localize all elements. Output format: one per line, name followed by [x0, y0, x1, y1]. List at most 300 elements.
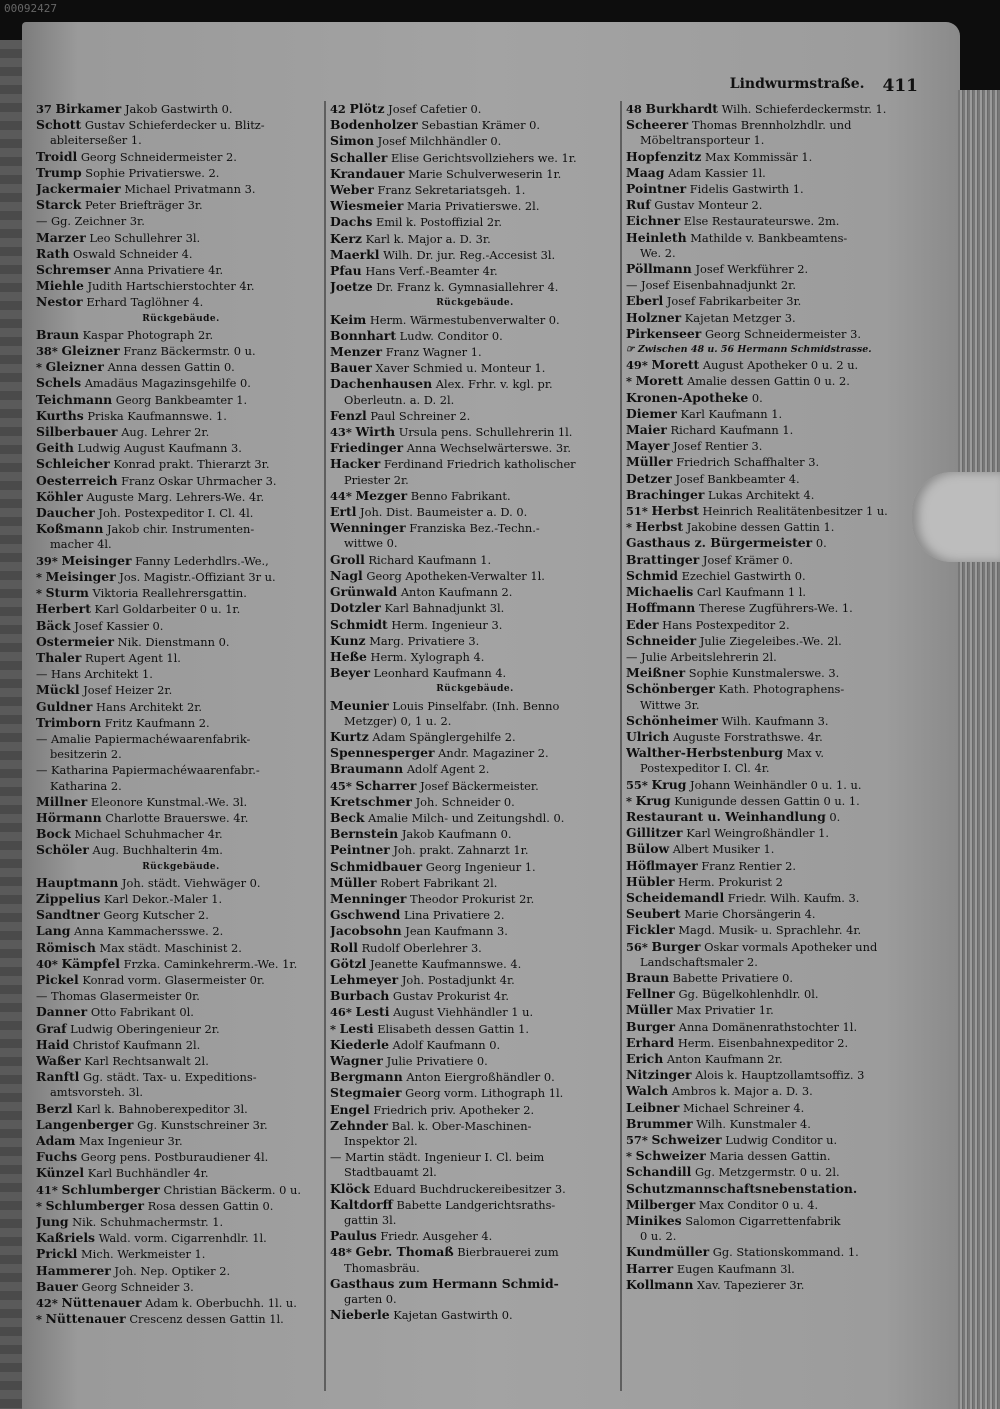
house-number: * [36, 1312, 42, 1327]
entry-continuation: Wittwe 3r. [640, 697, 700, 712]
entry-details: Frzka. Caminkehrerm.-We. 1r. [123, 956, 298, 971]
entry-details: Gustav Prokurist 4r. [392, 989, 509, 1004]
entry-details: Franz Sekretariatsgeh. 1. [377, 183, 526, 198]
entry-details: Mich. Werkmeister 1. [81, 1247, 206, 1262]
resident-name: Danner [36, 1004, 88, 1020]
house-number: 39* [36, 553, 58, 568]
directory-entry [36, 1214, 326, 1230]
resident-name: Trimborn [36, 714, 102, 730]
entry-details: Paul Schreiner 2. [370, 408, 471, 423]
entry-details: Georg Schneidermeister 2. [80, 149, 237, 164]
resident-name: Schlumberger [61, 1181, 160, 1197]
entry-details: Anna dessen Gattin 0. [107, 360, 235, 375]
directory-entry [626, 568, 920, 584]
directory-entry [36, 972, 326, 988]
entry-details: Adam k. Oberbuchh. 1l. u. [145, 1296, 297, 1311]
entry-continuation: wittwe 0. [344, 536, 398, 551]
entry-details: Georg Schneider 3. [81, 1279, 194, 1294]
entry-details: Jean Kaufmann 3. [405, 924, 508, 939]
column-rule [620, 101, 622, 1391]
entry-details: Benno Fabrikant. [410, 488, 511, 503]
entry-details: Josef Kassier 0. [74, 618, 164, 633]
entry-details: Franz Wagner 1. [385, 345, 482, 360]
directory-entry [330, 408, 620, 424]
directory-entry [330, 810, 620, 826]
resident-name: Bäck [36, 617, 71, 633]
resident-name: Sturm [45, 585, 89, 601]
directory-entry [36, 165, 326, 181]
directory-entry [330, 1181, 620, 1197]
directory-entry [626, 1181, 920, 1197]
entry-details: Adam Spänglergehilfe 2. [372, 729, 516, 744]
entry-details: Josef Werkführer 2. [695, 262, 809, 277]
resident-name: Bauer [330, 360, 372, 376]
directory-entry [36, 1198, 326, 1214]
directory-entry [330, 568, 620, 584]
house-number: 57* [626, 1133, 648, 1147]
directory-entry [330, 778, 620, 794]
directory-entry [626, 1067, 920, 1083]
entry-details: Anna Domänenrathstochter 1l. [678, 1019, 858, 1034]
entry-details: — Katharina Papiermachéwaarenfabr.- [36, 763, 260, 778]
entry-details: Georg pens. Postburaudiener 4l. [80, 1150, 269, 1165]
entry-details: Therese Zugführers-We. 1. [698, 601, 853, 616]
entry-details: Jeanette Kaufmannswe. 4. [369, 956, 522, 971]
entry-details: Konrad vorm. Glasermeister 0r. [82, 972, 265, 987]
entry-details: Nik. Schuhmachermstr. 1. [72, 1215, 224, 1230]
resident-name: Weber [330, 182, 374, 198]
entry-details: Karl Dekor.-Maler 1. [104, 891, 223, 906]
entry-continuation: gattin 3l. [344, 1213, 397, 1228]
entry-details: Christian Bäckerm. 0 u. [163, 1182, 301, 1197]
directory-entry [330, 1149, 620, 1165]
entry-details: Karl Bahnadjunkt 3l. [384, 601, 505, 616]
entry-details: — Martin städt. Ingenieur I. Cl. beim [330, 1150, 545, 1165]
directory-entry [626, 1148, 920, 1164]
house-number: * [626, 1149, 632, 1164]
entry-details: Aug. Buchhalterin 4m. [92, 843, 223, 858]
resident-name: Waßer [36, 1052, 81, 1068]
resident-name: Römisch [36, 939, 96, 955]
entry-details: Peter Briefträger 3r. [84, 198, 203, 213]
entry-details: Xav. Tapezierer 3r. [696, 1277, 805, 1292]
directory-entry [36, 327, 326, 343]
entry-details: Joh. Schneider 0. [415, 794, 515, 809]
directory-entry [626, 906, 920, 922]
resident-name: Gasthaus zum Hermann Schmid- [330, 1275, 559, 1291]
resident-name: Mezger [355, 487, 408, 503]
resident-name: Milberger [626, 1196, 696, 1212]
resident-name: Dachs [330, 214, 373, 230]
entry-details: Georg Bankbeamter 1. [115, 392, 248, 407]
resident-name: Schott [36, 117, 82, 133]
entry-details: Rupert Agent 1l. [85, 650, 181, 665]
entry-details: Friedrich Schaffhalter 3. [676, 455, 820, 470]
directory-entry [330, 665, 620, 681]
resident-name: Kunz [330, 632, 366, 648]
resident-name: Starck [36, 197, 82, 213]
entry-continuation: Priester 2r. [344, 472, 409, 487]
resident-name: Miehle [36, 278, 84, 294]
entry-details: Georg vorm. Lithograph 1l. [405, 1086, 564, 1101]
resident-name: Jacobsohn [330, 923, 402, 939]
directory-entry [626, 149, 920, 165]
resident-name: Mayer [626, 438, 670, 454]
directory-entry [330, 344, 620, 360]
directory-entry [330, 600, 620, 616]
directory-entry [36, 634, 326, 650]
directory-entry [36, 246, 326, 262]
resident-name: Detzer [626, 470, 672, 486]
entry-details: Fritz Kaufmann 2. [104, 715, 210, 730]
house-number: 37 [36, 102, 52, 116]
directory-entry [36, 392, 326, 408]
resident-name: Menninger [330, 890, 407, 906]
resident-name: Burbach [330, 988, 390, 1004]
directory-entry [330, 891, 620, 907]
entry-details: Josef Milchhändler 0. [377, 134, 502, 149]
entry-details: Johann Weinhändler 0 u. 1. u. [690, 777, 862, 792]
directory-entry [626, 649, 920, 665]
directory-entry [330, 231, 620, 247]
resident-name: Müller [626, 454, 673, 470]
house-number: * [626, 374, 632, 389]
resident-name: Hauptmann [36, 874, 119, 890]
entry-details: Auguste Marg. Lehrers-We. 4r. [86, 489, 265, 504]
directory-entry [626, 1116, 920, 1132]
resident-name: Oesterreich [36, 472, 118, 488]
resident-name: Schleicher [36, 456, 110, 472]
resident-name: Paulus [330, 1228, 377, 1244]
directory-entry [626, 422, 920, 438]
directory-entry [36, 213, 326, 229]
directory-entry [626, 633, 920, 649]
entry-details: Eleonore Kunstmal.-We. 3l. [90, 794, 248, 809]
entry-details: Elisabeth dessen Gattin 1. [377, 1021, 529, 1036]
entry-details: Herm. Eisenbahnexpeditor 2. [677, 1035, 849, 1050]
resident-name: Gebr. Thomaß [355, 1244, 454, 1260]
resident-name: Walther-Herbstenburg [626, 745, 784, 761]
resident-name: Kollmann [626, 1276, 694, 1292]
directory-entry [626, 406, 920, 422]
resident-name: Schönberger [626, 681, 715, 697]
resident-name: Scheerer [626, 117, 689, 133]
entry-details: Theodor Prokurist 2r. [410, 891, 535, 906]
directory-entry [330, 907, 620, 923]
resident-name: Meisinger [45, 568, 116, 584]
directory-entry [330, 859, 620, 875]
resident-name: Kundmüller [626, 1244, 710, 1260]
cross-street-note: ☞ Zwischen 48 u. 56 Hermann Schmidstrasse. [626, 344, 872, 356]
directory-entry [330, 214, 620, 230]
directory-entry [330, 456, 620, 472]
resident-name: Krug [635, 792, 671, 808]
resident-name: Prickl [36, 1246, 78, 1262]
entry-details: Franz Oskar Uhrmacher 3. [121, 473, 277, 488]
resident-name: Bülow [626, 841, 670, 857]
entry-details: Dr. Franz k. Gymnasiallehrer 4. [376, 280, 559, 295]
entry-continuation: We. 2. [640, 245, 676, 260]
resident-name: Fickler [626, 922, 675, 938]
entry-continuation: Oberleutn. a. D. 2l. [344, 392, 455, 407]
entry-details: Sophie Privatierswe. 2. [85, 165, 220, 180]
resident-name: Schmidt [330, 616, 388, 632]
resident-name: Bergmann [330, 1069, 403, 1085]
resident-name: Plötz [349, 101, 385, 116]
entry-details: — Julie Arbeitslehrerin 2l. [626, 649, 777, 664]
thumb-index-tab [912, 472, 1000, 562]
directory-entry [36, 891, 326, 907]
entry-details: Josef Rentier 3. [672, 439, 763, 454]
entry-details: Karl k. Major a. D. 3r. [365, 231, 491, 246]
resident-name: Stegmaier [330, 1085, 402, 1101]
entry-details: Babette Privatiere 0. [672, 970, 793, 985]
resident-name: Jackermaier [36, 181, 121, 197]
house-number: 55* [626, 777, 648, 792]
directory-entry [330, 279, 620, 295]
column-1 [36, 101, 326, 1401]
directory-entry [626, 197, 920, 213]
entry-details: Jakob chir. Instrumenten- [106, 522, 255, 537]
entry-details: Karl Rechtsanwalt 2l. [84, 1053, 209, 1068]
entry-details: Lukas Architekt 4. [708, 487, 815, 502]
resident-name: Haid [36, 1036, 70, 1052]
directory-entry [330, 729, 620, 745]
entry-details: Adam Kassier 1l. [668, 165, 766, 180]
directory-entry [330, 956, 620, 972]
directory-entry [330, 328, 620, 344]
page-header [729, 76, 918, 100]
directory-entry [36, 375, 326, 391]
entry-details: Otto Fabrikant 0l. [90, 1005, 194, 1020]
entry-details: Hans Architekt 2r. [96, 699, 203, 714]
entry-details: Kajetan Gastwirth 0. [393, 1308, 513, 1323]
resident-name: Wenninger [330, 520, 406, 536]
entry-details: Bierbrauerei zum [457, 1245, 559, 1260]
directory-entry [36, 762, 326, 778]
directory-entry [626, 584, 920, 600]
resident-name: Pirkenseer [626, 325, 702, 341]
entry-details: Georg Ingenieur 1. [425, 859, 536, 874]
entry-details: Ludwig Oberingenieur 2r. [70, 1021, 220, 1036]
directory-entry [626, 357, 920, 373]
entry-details: Kunigunde dessen Gattin 0 u. 1. [674, 793, 860, 808]
directory-entry [330, 1244, 620, 1260]
directory-entry [36, 343, 326, 359]
resident-name: Klöck [330, 1180, 370, 1196]
directory-entry [626, 230, 920, 246]
entry-details: Crescenz dessen Gattin 1l. [129, 1312, 284, 1327]
resident-name: Erhard [626, 1034, 675, 1050]
resident-name: Schels [36, 375, 82, 391]
entry-continuation: besitzerin 2. [50, 747, 122, 762]
directory-entry [36, 1263, 326, 1279]
house-number: * [36, 360, 42, 375]
entry-details: Max Ingenieur 3r. [79, 1134, 183, 1148]
resident-name: Hörmann [36, 809, 102, 825]
resident-name: Peintner [330, 842, 390, 858]
entry-continuation: 0 u. 2. [640, 1229, 677, 1244]
entry-details: Sophie Kunstmalerswe. 3. [688, 666, 840, 681]
directory-entry [626, 1277, 920, 1293]
directory-entry [36, 294, 326, 310]
resident-name: Minikes [626, 1213, 682, 1229]
directory-entry [330, 552, 620, 568]
entry-details: Gustav Monteur 2. [654, 198, 763, 213]
resident-name: Wirth [355, 424, 396, 440]
resident-name: Berzl [36, 1100, 73, 1116]
resident-name: Ranftl [36, 1069, 80, 1085]
resident-name: Ruf [626, 197, 651, 213]
resident-name: Braun [626, 969, 670, 985]
resident-name: Silberbauer [36, 424, 118, 440]
entry-details: Babette Landgerichtsraths- [396, 1197, 556, 1212]
directory-entry [330, 745, 620, 761]
directory-entry [36, 262, 326, 278]
directory-entry [330, 842, 620, 858]
resident-name: Ulrich [626, 728, 670, 744]
resident-name: Maerkl [330, 246, 380, 262]
directory-entry [330, 972, 620, 988]
resident-name: Leibner [626, 1099, 680, 1115]
resident-name: Schweizer [635, 1148, 706, 1164]
directory-entry [36, 1117, 326, 1133]
resident-name: Heße [330, 648, 367, 664]
directory-entry [36, 1295, 326, 1311]
resident-name: Götzl [330, 955, 367, 971]
resident-name: Sandtner [36, 907, 100, 923]
resident-name: Bonnhart [330, 327, 397, 343]
entry-details: Bal. k. Ober-Maschinen- [391, 1118, 532, 1133]
resident-name: Herbert [36, 601, 91, 617]
directory-entry [330, 360, 620, 376]
resident-name: Lehmeyer [330, 971, 399, 987]
entry-details: Franz Bäckermstr. 0 u. [123, 344, 256, 359]
directory-entry [36, 731, 326, 747]
resident-name: Pöllmann [626, 261, 692, 277]
entry-details: Adolf Kaufmann 0. [392, 1037, 501, 1052]
resident-name: Schaller [330, 149, 388, 165]
entry-details: August Apotheker 0 u. 2 u. [702, 358, 859, 373]
house-number: * [36, 1198, 42, 1213]
resident-name: Zehnder [330, 1117, 389, 1133]
entry-details: Kaspar Photograph 2r. [82, 327, 214, 342]
entry-details: Marg. Privatiere 3. [369, 633, 480, 648]
resident-name: Graf [36, 1020, 67, 1036]
resident-name: Keim [330, 311, 367, 327]
entry-details: Elise Gerichtsvollziehers we. 1r. [390, 150, 577, 165]
entry-details: Julie Ziegeleibes.-We. 2l. [699, 633, 842, 648]
resident-name: Zippelius [36, 890, 101, 906]
entry-continuation: Metzger) 0, 1 u. 2. [344, 713, 452, 728]
resident-name: Marzer [36, 229, 86, 245]
entry-details: Richard Kaufmann 1. [670, 423, 794, 438]
entry-details: Franz Rentier 2. [701, 858, 797, 873]
resident-name: Braun [36, 326, 80, 342]
directory-entry [626, 922, 920, 938]
entry-details: Max Kommissär 1. [705, 149, 813, 164]
resident-name: Burkhardt [645, 101, 719, 116]
directory-entry [626, 777, 920, 793]
entry-details: Herm. Wärmestubenverwalter 0. [369, 312, 560, 327]
resident-name: Joetze [330, 279, 373, 295]
directory-entry [36, 197, 326, 213]
directory-entry [626, 665, 920, 681]
resident-name: Eberl [626, 293, 664, 309]
entry-details: Auguste Forstrathswe. 4r. [672, 729, 823, 744]
resident-name: Kretschmer [330, 793, 412, 809]
resident-name: Brachinger [626, 486, 705, 502]
entry-details: Kath. Photographens- [718, 682, 845, 697]
resident-name: Dotzler [330, 600, 381, 616]
resident-name: Schandill [626, 1164, 692, 1180]
resident-name: Fellner [626, 986, 675, 1002]
entry-details: 0. [829, 809, 841, 824]
house-number: * [626, 520, 632, 535]
resident-name: Thaler [36, 649, 82, 665]
resident-name: Bernstein [330, 826, 399, 842]
directory-entry [330, 1004, 620, 1020]
directory-entry [36, 101, 326, 117]
entry-details: Aug. Lehrer 2r. [121, 425, 210, 440]
directory-entry [36, 456, 326, 472]
resident-name: Groll [330, 551, 365, 567]
entry-details: Rudolf Oberlehrer 3. [361, 940, 482, 955]
resident-name: Nüttenauer [45, 1311, 126, 1327]
entry-details: Julie Privatiere 0. [386, 1053, 488, 1068]
section-label: Rückgebäude. [142, 313, 220, 324]
directory-entry [330, 794, 620, 810]
resident-name: Maag [626, 164, 665, 180]
directory-entry [36, 1165, 326, 1181]
resident-name: Schmidbauer [330, 858, 423, 874]
entry-continuation: Inspektor 2l. [344, 1134, 418, 1148]
directory-entry [36, 1279, 326, 1295]
house-number: 51* [626, 504, 648, 519]
entry-details: 0. [751, 390, 763, 405]
entry-continuation: Möbeltransporteur 1. [640, 133, 765, 148]
directory-entry [626, 986, 920, 1002]
resident-name: Scharrer [355, 777, 417, 793]
entry-details: Georg Apotheken-Verwalter 1l. [366, 568, 545, 583]
resident-name: Künzel [36, 1165, 85, 1181]
entry-details: Karl Kaufmann 1. [680, 406, 783, 421]
entry-details: Gg. Stationskommand. 1. [712, 1245, 859, 1260]
entry-details: Ferdinand Friedrich katholischer [383, 457, 576, 472]
directory-entry [626, 519, 920, 535]
resident-name: Fuchs [36, 1149, 78, 1165]
directory-entry [36, 1021, 326, 1037]
directory-entry [330, 698, 620, 714]
running-head: Lindwurmstraße. [729, 76, 865, 92]
directory-entry [626, 1051, 920, 1067]
directory-entry [36, 1069, 326, 1085]
directory-entry [36, 1133, 326, 1149]
resident-name: Dachenhausen [330, 376, 433, 392]
directory-entry [36, 230, 326, 246]
entry-details: Ludw. Conditor 0. [399, 328, 503, 343]
resident-name: Kaltdorff [330, 1196, 393, 1212]
directory-entry [36, 408, 326, 424]
directory-entry [36, 1101, 326, 1117]
directory-entry [626, 970, 920, 986]
entry-details: Judith Hartschierstochter 4r. [87, 279, 255, 294]
house-number: 48 [626, 102, 642, 116]
column-3 [626, 101, 920, 1401]
resident-name: Michaelis [626, 584, 694, 600]
directory-entry [330, 1276, 620, 1292]
resident-name: Millner [36, 793, 88, 809]
